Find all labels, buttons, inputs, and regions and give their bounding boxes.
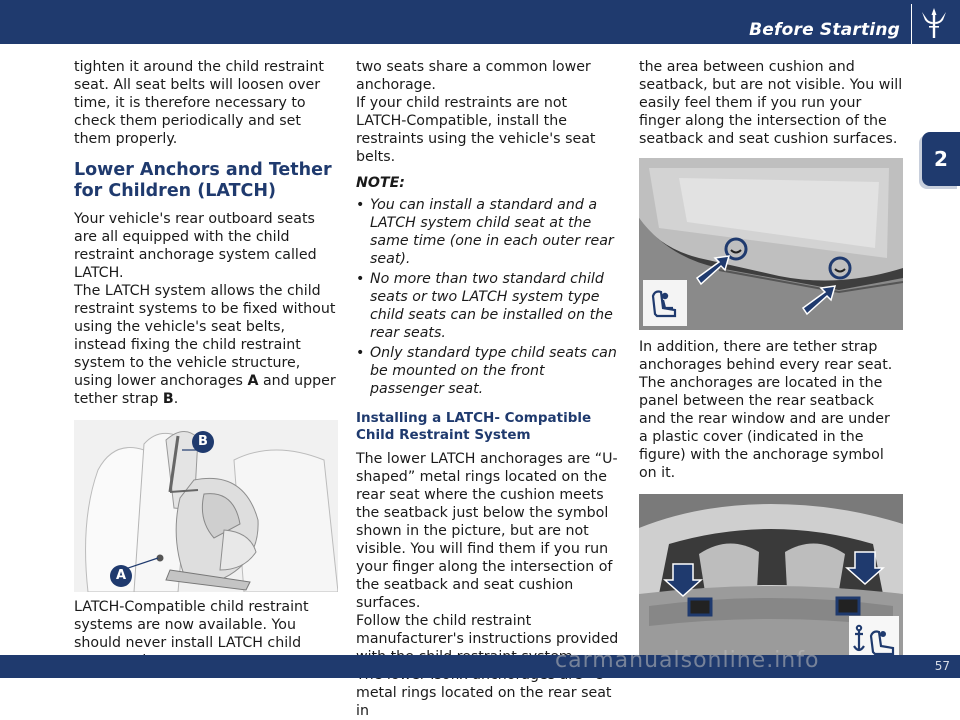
note-list (356, 196, 620, 398)
col3-paragraph-2: In addition, there are tether strap anchorages behind every rear seat. The anchorages are located in the panel between the rear seatback and the rear window and are under a plastic cover (indicated in the figure) with the anchorage symbol on it. (639, 339, 893, 481)
tether-anchor-symbol-icon (851, 620, 899, 660)
column-2 (356, 58, 620, 720)
section-title: Before Starting (749, 20, 900, 40)
col2-paragraph-1: two seats share a common lower anchorage. (356, 59, 591, 93)
column-1 (74, 58, 338, 670)
lower-anchorage-figure (639, 158, 903, 330)
section-heading: Lower Anchors and Tether for Children (LATCH) (74, 160, 332, 201)
chapter-tab[interactable]: 2 (922, 132, 960, 186)
child-seat-symbol-icon (647, 286, 683, 320)
child-seat-figure (74, 420, 338, 592)
col2-paragraph-3: The lower LATCH anchorages are “U-shaped” metal rings located on the rear seat where the cushion meets the seatback just below the symbol shown in the picture, but are not visible. You will find them if you run your finger along the intersection of the seatback and seat cushion surfaces. (356, 451, 618, 611)
latch-paragraph-3: LATCH-Compatible child restraint systems are now available. You should never install LATCH child (74, 599, 309, 651)
column-3 (639, 58, 903, 666)
col2-paragraph-4: Follow the child restraint manufacturer's instructions provided (356, 613, 619, 647)
watermark-text: carmanualsonline.info (555, 648, 820, 673)
header-divider (911, 4, 912, 44)
col3-paragraph-1: the area between cushion and seatback, but are not visible. You will easily feel them if you run your finger along the intersection of the seatback and seat cushion surfaces. (639, 59, 903, 147)
latch-paragraph-2: The LATCH system allows the child restraint systems to be fixed without using the vehicle's seat belts, instead fixing the child restraint system to the vehicle structure, using lower anchorages A and upper tether strap B. (74, 283, 336, 407)
anchor-a-ref: A (247, 373, 259, 389)
note-label: NOTE: (356, 175, 405, 191)
page-number: 57 (934, 659, 950, 673)
subsection-heading: Installing a LATCH- Compatible Child Restraint System (356, 410, 592, 443)
tether-b-ref: B (162, 391, 174, 407)
page-header (0, 0, 960, 44)
maserati-trident-icon (920, 8, 948, 40)
callout-a: A (110, 565, 132, 587)
intro-paragraph: tighten it around the child restraint seat. All seat belts will loosen over time, it is therefore necessary to check them periodically and set them properly. (74, 59, 324, 147)
col2-paragraph-2: If your child restraints are not LATCH-Compatible, install the restraints using the vehicle's seat belts. (356, 95, 596, 165)
note-item: • You can install a standard and a LATCH system child seat at the same time (one in each outer rear seat). (356, 196, 620, 268)
note-item: • No more than two standard child seats or two LATCH system type child seats can be installed on the rear seats. (356, 270, 620, 342)
latch-paragraph-1: Your vehicle's rear outboard seats are all equipped with the child restraint anchorage system called LATCH. (74, 211, 317, 281)
callout-b: B (192, 431, 214, 453)
col2-paragraph-5: metal rings located on the rear seat in (356, 685, 612, 719)
tether-anchorage-figure (639, 494, 903, 666)
note-item: • Only standard type child seats can be mounted on the front passenger seat. (356, 344, 620, 398)
